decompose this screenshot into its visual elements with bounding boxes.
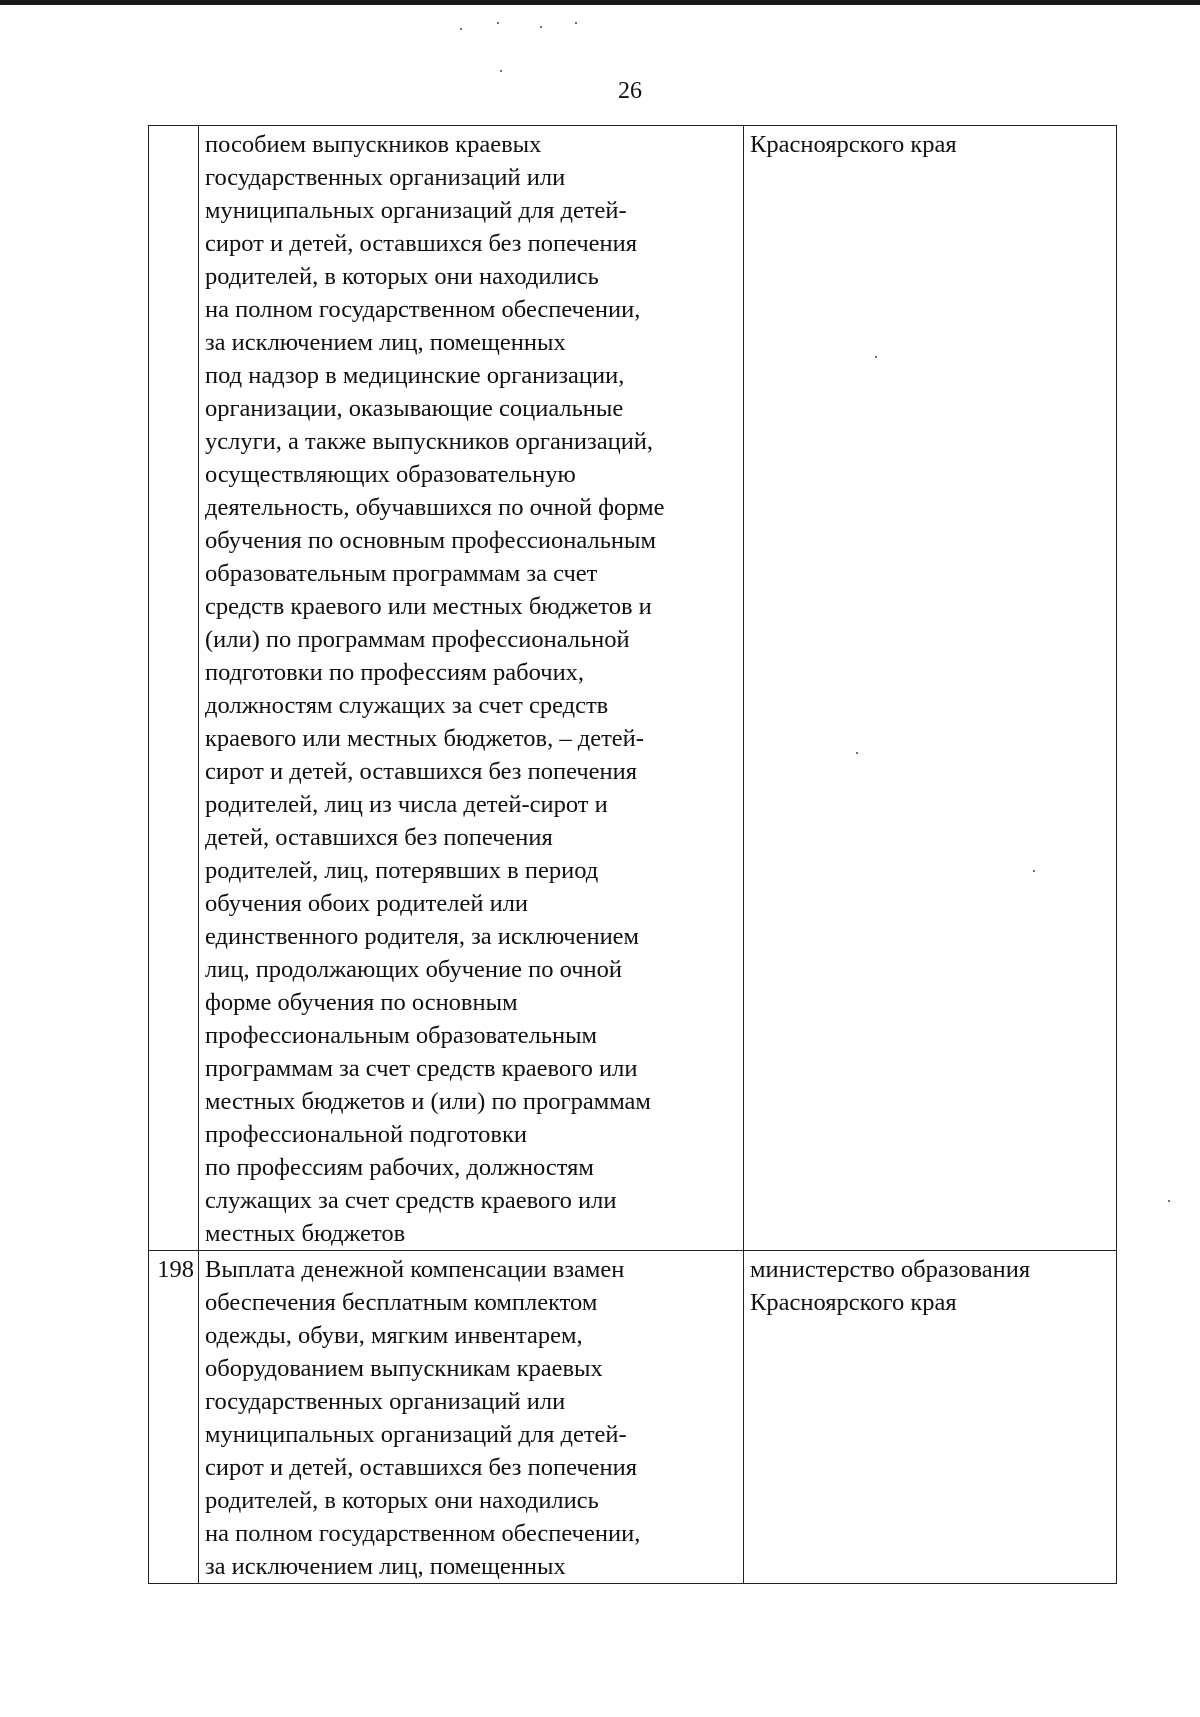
description-line: пособием выпускников краевых [205, 131, 542, 158]
description-line: деятельность, обучавшихся по очной форме [205, 494, 665, 521]
row-number [149, 126, 199, 1251]
description-line: за исключением лиц, помещенных [205, 1553, 566, 1580]
description-line: на полном государственном обеспечении, [205, 1520, 641, 1547]
description-line: средств краевого или местных бюджетов и [205, 593, 652, 620]
description-line: служащих за счет средств краевого или [205, 1187, 617, 1214]
description-line: оборудованием выпускникам краевых [205, 1355, 603, 1382]
row-number: 198 [149, 1251, 199, 1584]
scan-speck [1168, 1200, 1170, 1202]
table-row [149, 126, 1117, 1251]
description-line: сирот и детей, оставшихся без попечения [205, 1454, 638, 1481]
description-line: единственного родителя, за исключением [205, 923, 640, 950]
description-line: краевого или местных бюджетов, – детей- [205, 725, 644, 752]
scan-speck [497, 22, 499, 24]
description-line: за исключением лиц, помещенных [205, 329, 566, 356]
scan-speck [575, 22, 577, 24]
description-line: родителей, в которых они находились [205, 1487, 599, 1514]
description-line: государственных организаций или [205, 164, 566, 191]
organization-line: министерство образования [750, 1256, 1031, 1283]
description-line: одежды, обуви, мягким инвентарем, [205, 1322, 583, 1349]
description-line: сирот и детей, оставшихся без попечения [205, 758, 638, 785]
description-line: программам за счет средств краевого или [205, 1055, 638, 1082]
description-line: должностям служащих за счет средств [205, 692, 609, 719]
description-line: обучения по основным профессиональным [205, 527, 656, 554]
description-line: (или) по программам профессиональной [205, 626, 630, 653]
table-row [149, 1251, 1117, 1584]
description-line: форме обучения по основным [205, 989, 518, 1016]
description-line: профессиональным образовательным [205, 1022, 598, 1049]
organization-line: Красноярского края [750, 1289, 957, 1316]
description-line: Выплата денежной компенсации взамен [205, 1256, 625, 1283]
description-line: сирот и детей, оставшихся без попечения [205, 230, 638, 257]
description-line: местных бюджетов и (или) по программам [205, 1088, 651, 1115]
description-line: родителей, лиц из числа детей-сирот и [205, 791, 608, 818]
page-number: 26 [618, 78, 642, 104]
description-line: услуги, а также выпускников организаций, [205, 428, 654, 455]
service-description [199, 1251, 744, 1584]
description-line: по профессиям рабочих, должностям [205, 1154, 594, 1181]
description-line: профессиональной подготовки [205, 1121, 527, 1148]
table-body [149, 126, 1117, 1584]
organization-line: Красноярского края [750, 131, 957, 158]
responsible-organization [744, 126, 1117, 1251]
description-line: местных бюджетов [205, 1220, 406, 1247]
description-line: родителей, лиц, потерявших в период [205, 857, 599, 884]
description-line: под надзор в медицинские организации, [205, 362, 625, 389]
description-line: подготовки по профессиям рабочих, [205, 659, 585, 686]
scan-speck [460, 28, 462, 30]
description-line: образовательным программам за счет [205, 560, 598, 587]
description-line: осуществляющих образовательную [205, 461, 576, 488]
description-line: детей, оставшихся без попечения [205, 824, 553, 851]
description-line: муниципальных организаций для детей- [205, 197, 627, 224]
description-line: родителей, в которых они находились [205, 263, 599, 290]
description-line: обеспечения бесплатным комплектом [205, 1289, 598, 1316]
description-line: на полном государственном обеспечении, [205, 296, 641, 323]
top-border-rule [0, 0, 1200, 5]
description-line: организации, оказывающие социальные [205, 395, 624, 422]
document-table [148, 125, 1117, 1584]
description-line: государственных организаций или [205, 1388, 566, 1415]
scan-speck [500, 70, 502, 72]
responsible-organization [744, 1251, 1117, 1584]
description-line: обучения обоих родителей или [205, 890, 529, 917]
description-line: лиц, продолжающих обучение по очной [205, 956, 623, 983]
service-description [199, 126, 744, 1251]
description-line: муниципальных организаций для детей- [205, 1421, 627, 1448]
scan-speck [540, 26, 542, 28]
